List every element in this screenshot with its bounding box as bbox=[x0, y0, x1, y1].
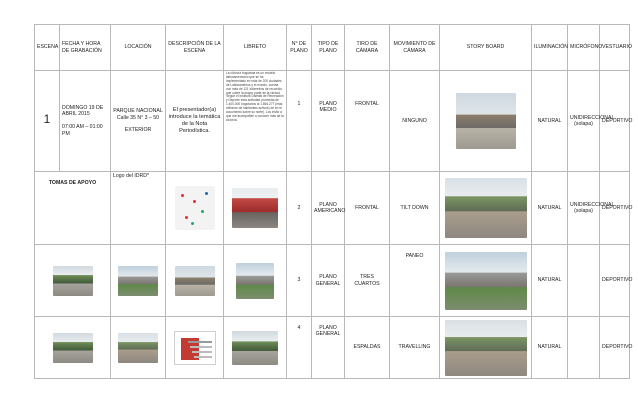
logo-cell bbox=[111, 172, 166, 245]
iluminacion-4: NATURAL bbox=[532, 317, 568, 379]
descripcion-cell: El presentador(a) introduce la temática de la Nota Periodística. bbox=[166, 71, 224, 172]
map-cell bbox=[166, 172, 224, 245]
locacion-place: PARQUE NACIONAL Calle 35 N° 3 – 50 bbox=[113, 108, 163, 121]
header-locacion: LOCACIÓN bbox=[111, 25, 166, 71]
storyboard-image-avenue bbox=[445, 252, 527, 310]
locacion-cell bbox=[111, 71, 166, 172]
support-photo-cell-3 bbox=[166, 245, 224, 317]
tipo-plano-4: PLANO GENERAL bbox=[312, 317, 345, 379]
storyboard-cell-3 bbox=[440, 245, 532, 317]
table-row-plano-2 bbox=[35, 172, 630, 245]
header-tipo-plano: TIPO DE PLANO bbox=[312, 25, 345, 71]
support-photo-cell-7 bbox=[166, 317, 224, 379]
storyboard-image-cyclist-back bbox=[445, 320, 527, 376]
fecha-time: 07:00 AM – 01:00 PM bbox=[62, 124, 103, 137]
storyboard-image-presenter bbox=[456, 93, 516, 149]
support-image-buildings bbox=[118, 266, 158, 296]
tipo-plano-2: PLANO AMERICANO bbox=[312, 172, 345, 245]
support-image-riders bbox=[53, 333, 93, 363]
tipo-plano-1: PLANO MEDIO bbox=[312, 71, 345, 172]
movimiento-3: PANEO bbox=[390, 245, 440, 317]
plano-number-4: 4 bbox=[287, 317, 312, 379]
vestuario-4: DEPORTIVO bbox=[600, 317, 630, 379]
support-image-crowd bbox=[175, 266, 215, 296]
vestuario-3: DEPORTIVO bbox=[600, 245, 630, 317]
support-image-street bbox=[53, 266, 93, 296]
tiro-camara-4: ESPALDAS bbox=[345, 317, 390, 379]
support-image-park bbox=[118, 333, 158, 363]
storyboard-image-cyclists bbox=[445, 178, 527, 238]
microfono-3 bbox=[568, 245, 600, 317]
fecha-date: DOMINGO 19 DE ABRIL 2015 bbox=[62, 104, 104, 118]
support-photo-cell-8 bbox=[224, 317, 287, 379]
movimiento-4: TRAVELLING bbox=[390, 317, 440, 379]
header-descripcion: DESCRIPCIÓN DE LA ESCENA bbox=[166, 25, 224, 71]
storyboard-cell-4 bbox=[440, 317, 532, 379]
header-fecha: FECHA Y HORA DE GRABACIÓN bbox=[60, 25, 111, 71]
microfono-2: UNIDIRECCIONAL (solapa) bbox=[568, 172, 600, 245]
storyboard-table bbox=[34, 24, 633, 379]
header-iluminacion: ILUMINACIÓN bbox=[532, 25, 568, 71]
escena-number: 1 bbox=[35, 71, 60, 172]
tomas-apoyo-label: TOMAS DE APOYO bbox=[35, 172, 111, 245]
header-libreto: LIBRETO bbox=[224, 25, 287, 71]
table-row-plano-3 bbox=[35, 245, 630, 317]
storyboard-cell-1 bbox=[440, 71, 532, 172]
tiro-camara-1: FRONTAL bbox=[345, 71, 390, 172]
tiro-camara-2: FRONTAL bbox=[345, 172, 390, 245]
libreto-cell: La ciclovía bogotana es un modelo latinoamericano que se ha implementado en más de 200 ciudades de Latinoamérica y el mundo, cuenta con más de 121 kilómetros de recorrido que cubre la mayor parte de la ciudad. Según el Instituto Distrital de Recreación y Deporte esta actividad promedia de 1.400.000 bogotanos al 1.864.277 (más millones de habitantes activos) de en el documento sobre su norte). Los invito a que me acompañen a conocer más de la ciclovía. bbox=[224, 71, 287, 172]
support-photo-cell-6 bbox=[111, 317, 166, 379]
vestuario-1: DEPORTIVO bbox=[600, 71, 630, 172]
support-image-slide bbox=[174, 331, 216, 365]
fecha-cell bbox=[60, 71, 111, 172]
iluminacion-2: NATURAL bbox=[532, 172, 568, 245]
microfono-4 bbox=[568, 317, 600, 379]
header-row bbox=[35, 25, 630, 71]
support-image-tower bbox=[236, 263, 274, 299]
plano-number-1: 1 bbox=[287, 71, 312, 172]
header-microfono: MICRÓFONO bbox=[568, 25, 600, 71]
storyboard-cell-2 bbox=[440, 172, 532, 245]
plano-number-3: 3 bbox=[287, 245, 312, 317]
header-escena: ESCENA bbox=[35, 25, 60, 71]
table-row-plano-1 bbox=[35, 71, 630, 172]
tiro-camara-3: TRES CUARTOS bbox=[345, 245, 390, 317]
event-image bbox=[232, 188, 278, 228]
support-photo-cell-2 bbox=[111, 245, 166, 317]
support-photo-cell-1 bbox=[35, 245, 111, 317]
microfono-1: UNIDIRECCIONAL (solapa) bbox=[568, 71, 600, 172]
header-movimiento: MOVIMIENTO DE CÁMARA bbox=[390, 25, 440, 71]
table-row-plano-4 bbox=[35, 317, 630, 379]
iluminacion-3: NATURAL bbox=[532, 245, 568, 317]
movimiento-2: TILT DOWN bbox=[390, 172, 440, 245]
header-tiro-camara: TIRO DE CÁMARA bbox=[345, 25, 390, 71]
route-map-image bbox=[175, 186, 215, 230]
iluminacion-1: NATURAL bbox=[532, 71, 568, 172]
logo-label: Logo del IDRD* bbox=[113, 173, 150, 179]
header-no-plano: N° DE PLANO bbox=[287, 25, 312, 71]
locacion-setting: EXTERIOR bbox=[124, 127, 152, 134]
support-photo-cell-4 bbox=[224, 245, 287, 317]
vestuario-2: DEPORTIVO bbox=[600, 172, 630, 245]
movimiento-1: NINGUNO bbox=[390, 71, 440, 172]
support-image-group bbox=[232, 331, 278, 365]
event-photo-cell bbox=[224, 172, 287, 245]
header-story-board: STORY BOARD bbox=[440, 25, 532, 71]
header-vestuario: VESTUARIO bbox=[600, 25, 630, 71]
support-photo-cell-5 bbox=[35, 317, 111, 379]
plano-number-2: 2 bbox=[287, 172, 312, 245]
tipo-plano-3: PLANO GENERAL bbox=[312, 245, 345, 317]
